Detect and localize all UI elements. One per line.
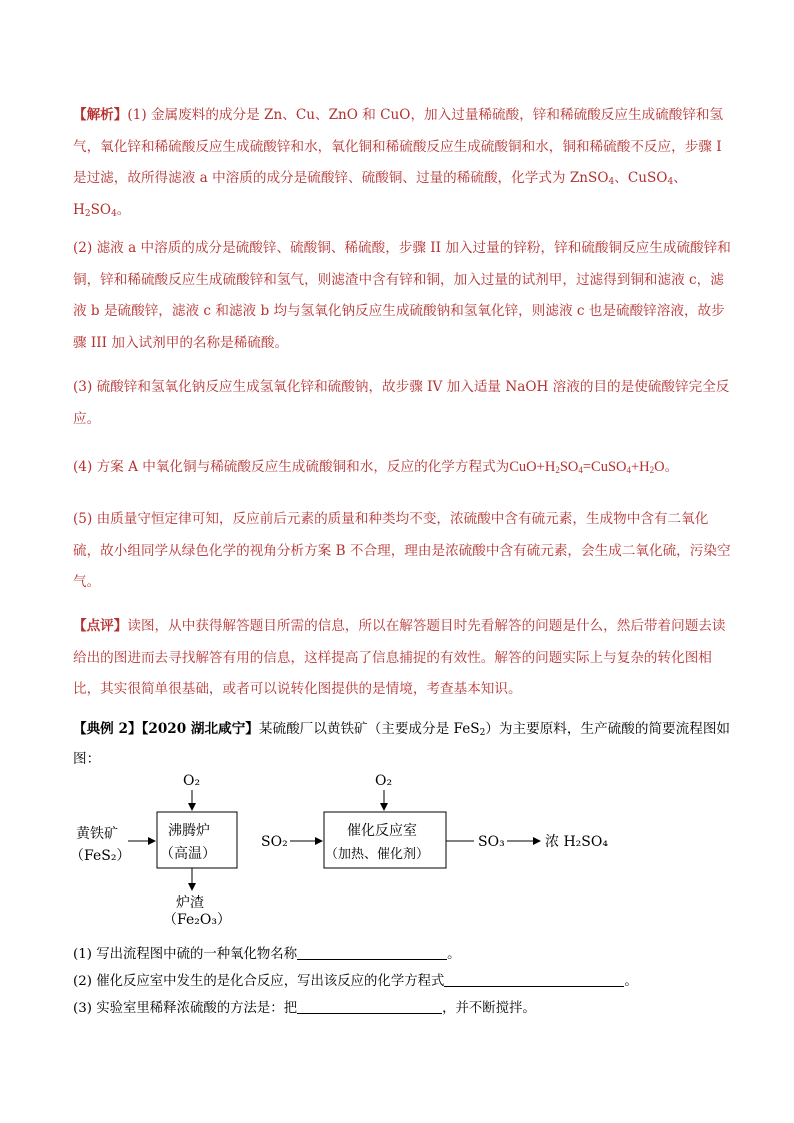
analysis-p5-text: (5) 由质量守恒定律可知，反应前后元素的质量和种类均不变，浓硫酸中含有硫元素，生成物中含有二氧化硫，故小组同学从绿色化学的视角分析方案 B 不合理，理由是浓硫酸中含有硫元素，会生成二氧化硫，污染空气。	[73, 511, 731, 590]
so3-label: SO₃	[478, 834, 505, 850]
boiling-furnace-label: 沸腾炉	[168, 823, 210, 839]
question-1: (1) 写出流程图中硫的一种氧化物名称 。	[73, 947, 461, 962]
example-heading: 【典例 2】【2020 湖北咸宁】某硫酸厂以黄铁矿（主要成分是 FeS$_2$）为主要原料，生产硫酸的简要流程图如图：	[73, 721, 731, 767]
slag-formula: （Fe₂O₃）	[163, 912, 231, 928]
raw-material-formula: （FeS₂）	[70, 848, 131, 864]
analysis-label: 【解析】	[73, 107, 128, 123]
answer-blank-1[interactable]	[297, 945, 447, 960]
comment-text: 读图，从中获得解答题目所需的信息，所以在解答题目时先看解答的问题是什么，然后带着问题去读给出的图进而去寻找解答有用的信息，这样提高了信息捕捉的有效性。解答的问题实际上与复杂的转化图相比，其实很简单很基础，或者可以说转化图提供的是情境，考查基本知识。	[73, 618, 726, 697]
analysis-p3-text: (3) 硫酸锌和氢氧化钠反应生成氢氧化锌和硫酸钠，故步骤 IV 加入适量 NaOH 溶液的目的是使硫酸锌完全反应。	[73, 379, 730, 427]
answer-blank-2[interactable]	[444, 972, 624, 987]
so2-label: SO₂	[261, 834, 288, 850]
analysis-p4-text: (4) 方案 A 中氧化铜与稀硫酸反应生成硫酸铜和水，反应的化学方程式为	[73, 459, 510, 475]
raw-material-label: 黄铁矿	[76, 826, 118, 842]
question-2: (2) 催化反应室中发生的是化合反应，写出该反应的化学方程式 。	[73, 974, 638, 989]
oxygen-input-2: O₂	[375, 773, 393, 789]
product-label: 浓 H₂SO₄	[545, 834, 608, 850]
slag-label: 炉渣	[176, 895, 204, 911]
answer-blank-3[interactable]	[297, 999, 442, 1014]
oxygen-input-1: O₂	[183, 773, 201, 789]
comment-label: 【点评】	[73, 618, 128, 634]
question-3: (3) 实验室里稀释浓硫酸的方法是：把 ，并不断搅拌。	[73, 1001, 536, 1016]
analysis-paragraph-1: 【解析】(1) 金属废料的成分是 Zn、Cu、ZnO 和 CuO，加入过量稀硫酸，锌和稀硫酸反应生成硫酸锌和氢气，氧化锌和稀硫酸反应生成硫酸锌和水，氧化铜和稀硫酸反应生成硫酸铜和水，铜和稀硫酸不反应，步骤 I 是过滤，故所得滤液 a 中溶质的成分是硫酸锌、硫酸铜、过量的稀硫酸，化学式为 ZnSO$_4$、CuSO$_4$、$H_2SO_4$。	[73, 107, 724, 219]
example-label: 【典例 2】【2020 湖北咸宁】	[73, 721, 259, 737]
catalytic-reactor-condition: （加热、催化剂）	[325, 847, 430, 862]
catalytic-reactor-label: 催化反应室	[347, 823, 417, 839]
analysis-p2-text: (2) 滤液 a 中溶质的成分是硫酸锌、硫酸铜、稀硫酸，步骤 II 加入过量的锌粉，锌和硫酸铜反应生成硫酸锌和铜，锌和稀硫酸反应生成硫酸锌和氢气，则滤渣中含有锌和铜，加入过量的试剂甲，过滤得到铜和滤液 c，滤液 b 是硫酸锌，滤液 c 和滤液 b 均与氢氧化钠反应生成硫酸钠和氢氧化锌，则滤液 c 也是硫酸锌溶液，故步骤 III 加入试剂甲的名称是稀硫酸。	[73, 240, 731, 351]
boiling-furnace-condition: （高温）	[160, 846, 216, 862]
analysis-paragraph-4: (4) 方案 A 中氧化铜与稀硫酸反应生成硫酸铜和水，反应的化学方程式为$CuO+H_2SO_4=CuSO_4+H_2O$。	[73, 459, 679, 475]
analysis-p1-text: (1) 金属废料的成分是 Zn、Cu、ZnO 和 CuO，加入过量稀硫酸，锌和稀硫酸反应生成硫酸锌和氢气，氧化锌和稀硫酸反应生成硫酸锌和水，氧化铜和稀硫酸反应生成硫酸铜和水，铜和稀硫酸不反应，步骤 I 是过滤，故所得滤液 a 中溶质的成分是硫酸锌、硫酸铜、过量的稀硫酸，化学式为 ZnSO	[73, 107, 724, 186]
chemical-equation: $CuO+H_2SO_4=CuSO_4+H_2O$	[509, 459, 665, 475]
